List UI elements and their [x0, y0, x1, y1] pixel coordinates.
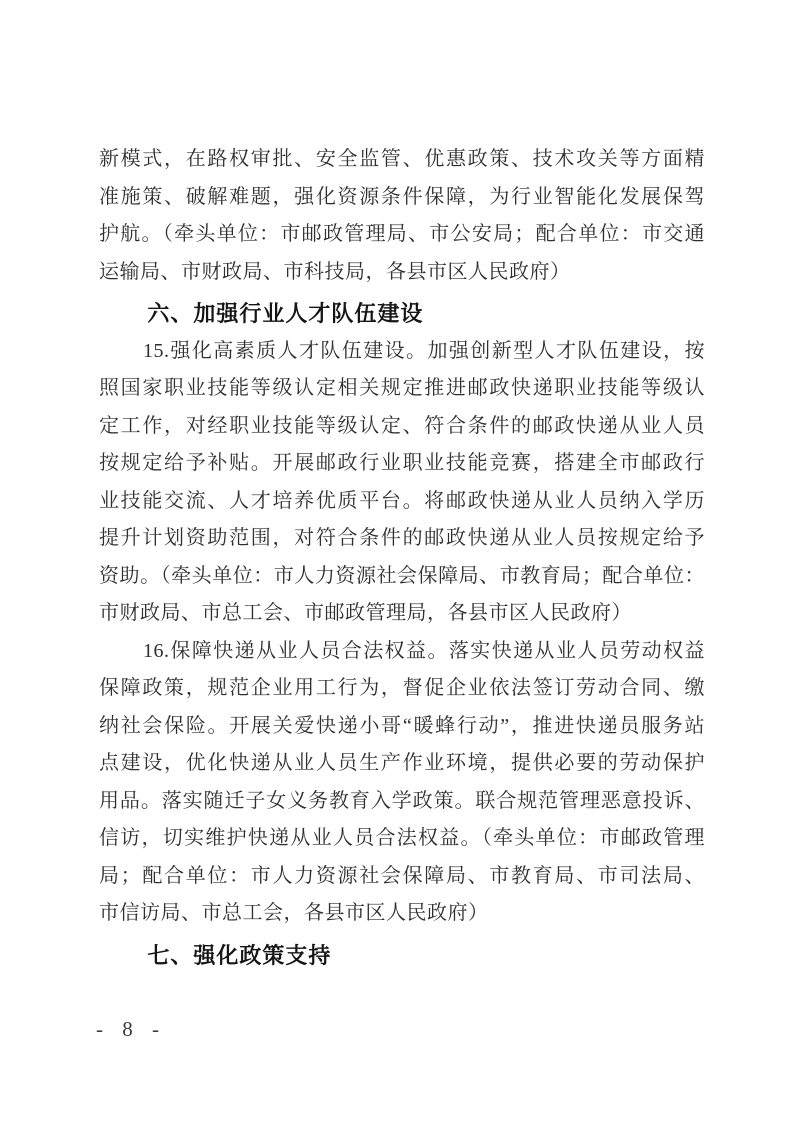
- paragraph-continued: [99, 141, 705, 291]
- document-body: [99, 141, 705, 974]
- text-line: 市信访局、市总工会，各县市区人民政府）: [99, 902, 489, 924]
- text-line: 纳社会保险。开展关爱快递小哥“暖蜂行动”，推进快递员服务站: [99, 714, 705, 737]
- text-line: 用品。落实随迁子女义务教育入学政策。联合规范管理恶意投诉、: [99, 789, 705, 812]
- text-line: 定工作，对经职业技能等级认定、符合条件的邮政快递从业人员: [99, 414, 705, 437]
- text-line: 提升计划资助范围，对符合条件的邮政快递从业人员按规定给予: [99, 527, 705, 549]
- text-line: 业技能交流、人才培养优质平台。将邮政快递从业人员纳入学历: [99, 489, 705, 512]
- text-line: 新模式，在路权审批、安全监管、优惠政策、技术攻关等方面精: [99, 148, 705, 170]
- text-line: 资助。（牵头单位：市人力资源社会保障局、市教育局；配合单位：: [99, 564, 705, 587]
- text-line: 保障政策，规范企业用工行为，督促企业依法签订劳动合同、缴: [99, 677, 705, 699]
- text-line: 15.强化高素质人才队伍建设。加强创新型人才队伍建设，按: [143, 339, 705, 362]
- text-line: 按规定给予补贴。开展邮政行业职业技能竞赛，搭建全市邮政行: [99, 452, 705, 474]
- text-line: 照国家职业技能等级认定相关规定推进邮政快递职业技能等级认: [99, 377, 705, 399]
- paragraph-item-16: [99, 633, 705, 933]
- section-heading-7: 七、强化政策支持: [147, 942, 332, 968]
- page-number: - 8 -: [96, 1017, 166, 1041]
- text-line: 准施策、破解难题，强化资源条件保障，为行业智能化发展保驾: [99, 185, 705, 208]
- text-line: 市财政局、市总工会、市邮政管理局，各县市区人民政府）: [99, 602, 632, 624]
- text-line: 点建设，优化快递从业人员生产作业环境，提供必要的劳动保护: [99, 752, 705, 774]
- paragraph-item-15: [99, 333, 705, 633]
- section-heading-6: 六、加强行业人才队伍建设: [147, 301, 424, 326]
- text-line: 局；配合单位：市人力资源社会保障局、市教育局、市司法局、: [99, 864, 705, 887]
- text-line: 护航。（牵头单位：市邮政管理局、市公安局；配合单位：市交通: [99, 223, 705, 245]
- text-line: 16.保障快递从业人员合法权益。落实快递从业人员劳动权益: [143, 639, 705, 662]
- text-line: 信访，切实维护快递从业人员合法权益。（牵头单位：市邮政管理: [99, 827, 705, 849]
- text-line: 运输局、市财政局、市科技局，各县市区人民政府）: [99, 260, 571, 283]
